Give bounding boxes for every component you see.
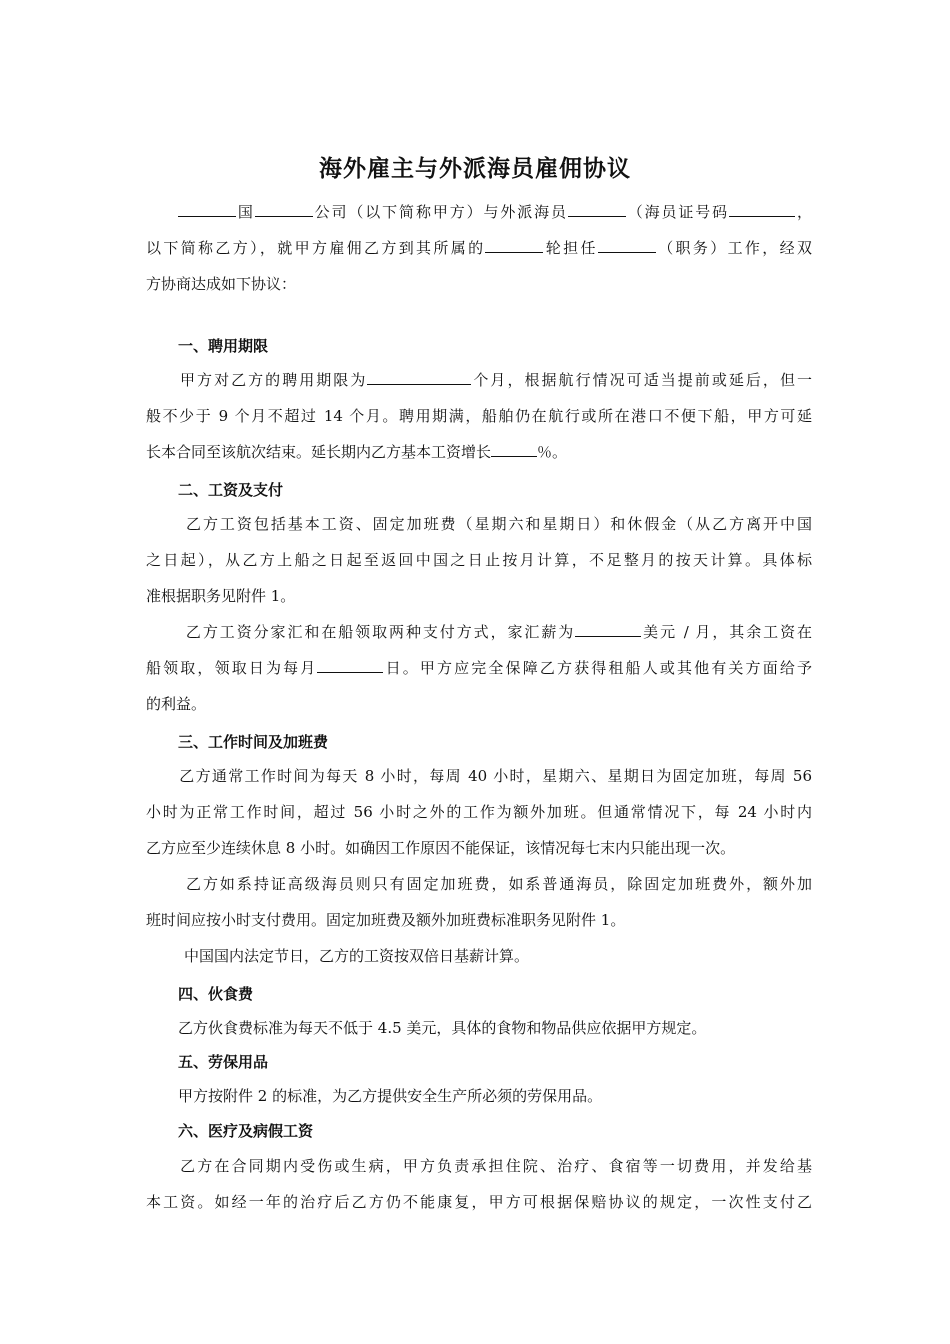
s5-line-1: 甲方按附件 2 的标准，为乙方提供安全生产所必须的劳保用品。 — [178, 1087, 603, 1105]
blank-vessel[interactable] — [485, 238, 543, 253]
s2-p1-line-2: 之日起），从乙方上船之日起至返回中国之日止按月计算，不足整月的按天计算。具体标 — [146, 551, 812, 569]
section-heading-3: 三、工作时间及加班费 — [178, 733, 329, 751]
section-heading-5: 五、劳保用品 — [178, 1053, 269, 1071]
s3-p3-line-1: 中国国内法定节日，乙方的工资按双倍日基薪计算。 — [184, 947, 530, 965]
blank-term-months[interactable] — [367, 370, 471, 385]
blank-country[interactable] — [178, 202, 236, 217]
section-heading-2: 二、工资及支付 — [178, 481, 284, 499]
s4-line-1: 乙方伙食费标准为每天不低于 4.5 美元，具体的食物和物品供应依据甲方规定。 — [178, 1019, 707, 1037]
s2-p2-line-3: 的利益。 — [146, 695, 207, 713]
s3-p1-line-2: 小时为正常工作时间，超过 56 小时之外的工作为额外加班。但通常情况下，每 24 小时内 — [146, 803, 812, 821]
s3-p2-line-1: 乙方如系持证高级海员则只有固定加班费，如系普通海员，除固定加班费外，额外加 — [184, 875, 812, 893]
intro-line-2: 以下简称乙方），就甲方雇佣乙方到其所属的 轮担任 （职务）工作，经双 — [146, 239, 812, 257]
blank-seafarer-name[interactable] — [568, 202, 626, 217]
intro-line-1: 国 公司（以下简称甲方）与外派海员 （海员证号码 ， — [146, 201, 812, 223]
blank-position[interactable] — [598, 238, 656, 253]
s1-line-3: 长本合同至该航次结束。延长期内乙方基本工资增长 ％。 — [146, 443, 568, 461]
section-heading-6: 六、医疗及病假工资 — [178, 1122, 314, 1140]
s2-p2-line-1: 乙方工资分家汇和在船领取两种支付方式，家汇薪为 美元 / 月，其余工资在 — [184, 623, 812, 641]
section-heading-4: 四、伙食费 — [178, 985, 254, 1003]
s6-line-1: 乙方在合同期内受伤或生病，甲方负责承担住院、治疗、食宿等一切费用，并发给基 — [178, 1157, 812, 1175]
s1-line-1: 甲方对乙方的聘用期限为 个月，根据航行情况可适当提前或延后，但一 — [178, 371, 812, 389]
s3-p1-line-3: 乙方应至少连续休息 8 小时。如确因工作原因不能保证，该情况每七末内只能出现一次。 — [146, 839, 736, 857]
s6-line-2: 本工资。如经一年的治疗后乙方仍不能康复，甲方可根据保赔协议的规定，一次性支付乙 — [146, 1193, 812, 1211]
s3-p1-line-1: 乙方通常工作时间为每天 8 小时，每周 40 小时，星期六、星期日为固定加班，每周 56 — [178, 767, 812, 785]
s3-p2-line-2: 班时间应按小时支付费用。固定加班费及额外加班费标准职务见附件 1。 — [146, 911, 626, 929]
s2-p2-line-2: 船领取，领取日为每月 日。甲方应完全保障乙方获得租船人或其他有关方面给予 — [146, 659, 812, 677]
intro-line-3: 方协商达成如下协议： — [146, 275, 297, 293]
section-heading-1: 一、聘用期限 — [178, 337, 269, 355]
blank-pay-day[interactable] — [317, 658, 383, 673]
s1-line-2: 般不少于 9 个月不超过 14 个月。聘用期满，船舶仍在航行或所在港口不便下船，甲方可延 — [146, 407, 812, 425]
blank-home-remittance[interactable] — [575, 622, 641, 637]
s2-p1-line-1: 乙方工资包括基本工资、固定加班费（星期六和星期日）和休假金（从乙方离开中国 — [184, 515, 812, 533]
document-title: 海外雇主与外派海员雇佣协议 — [319, 156, 631, 182]
blank-company[interactable] — [255, 202, 313, 217]
blank-seaman-book-number[interactable] — [729, 202, 795, 217]
s2-p1-line-3: 准根据职务见附件 1。 — [146, 587, 296, 605]
blank-salary-increase[interactable] — [491, 442, 537, 457]
